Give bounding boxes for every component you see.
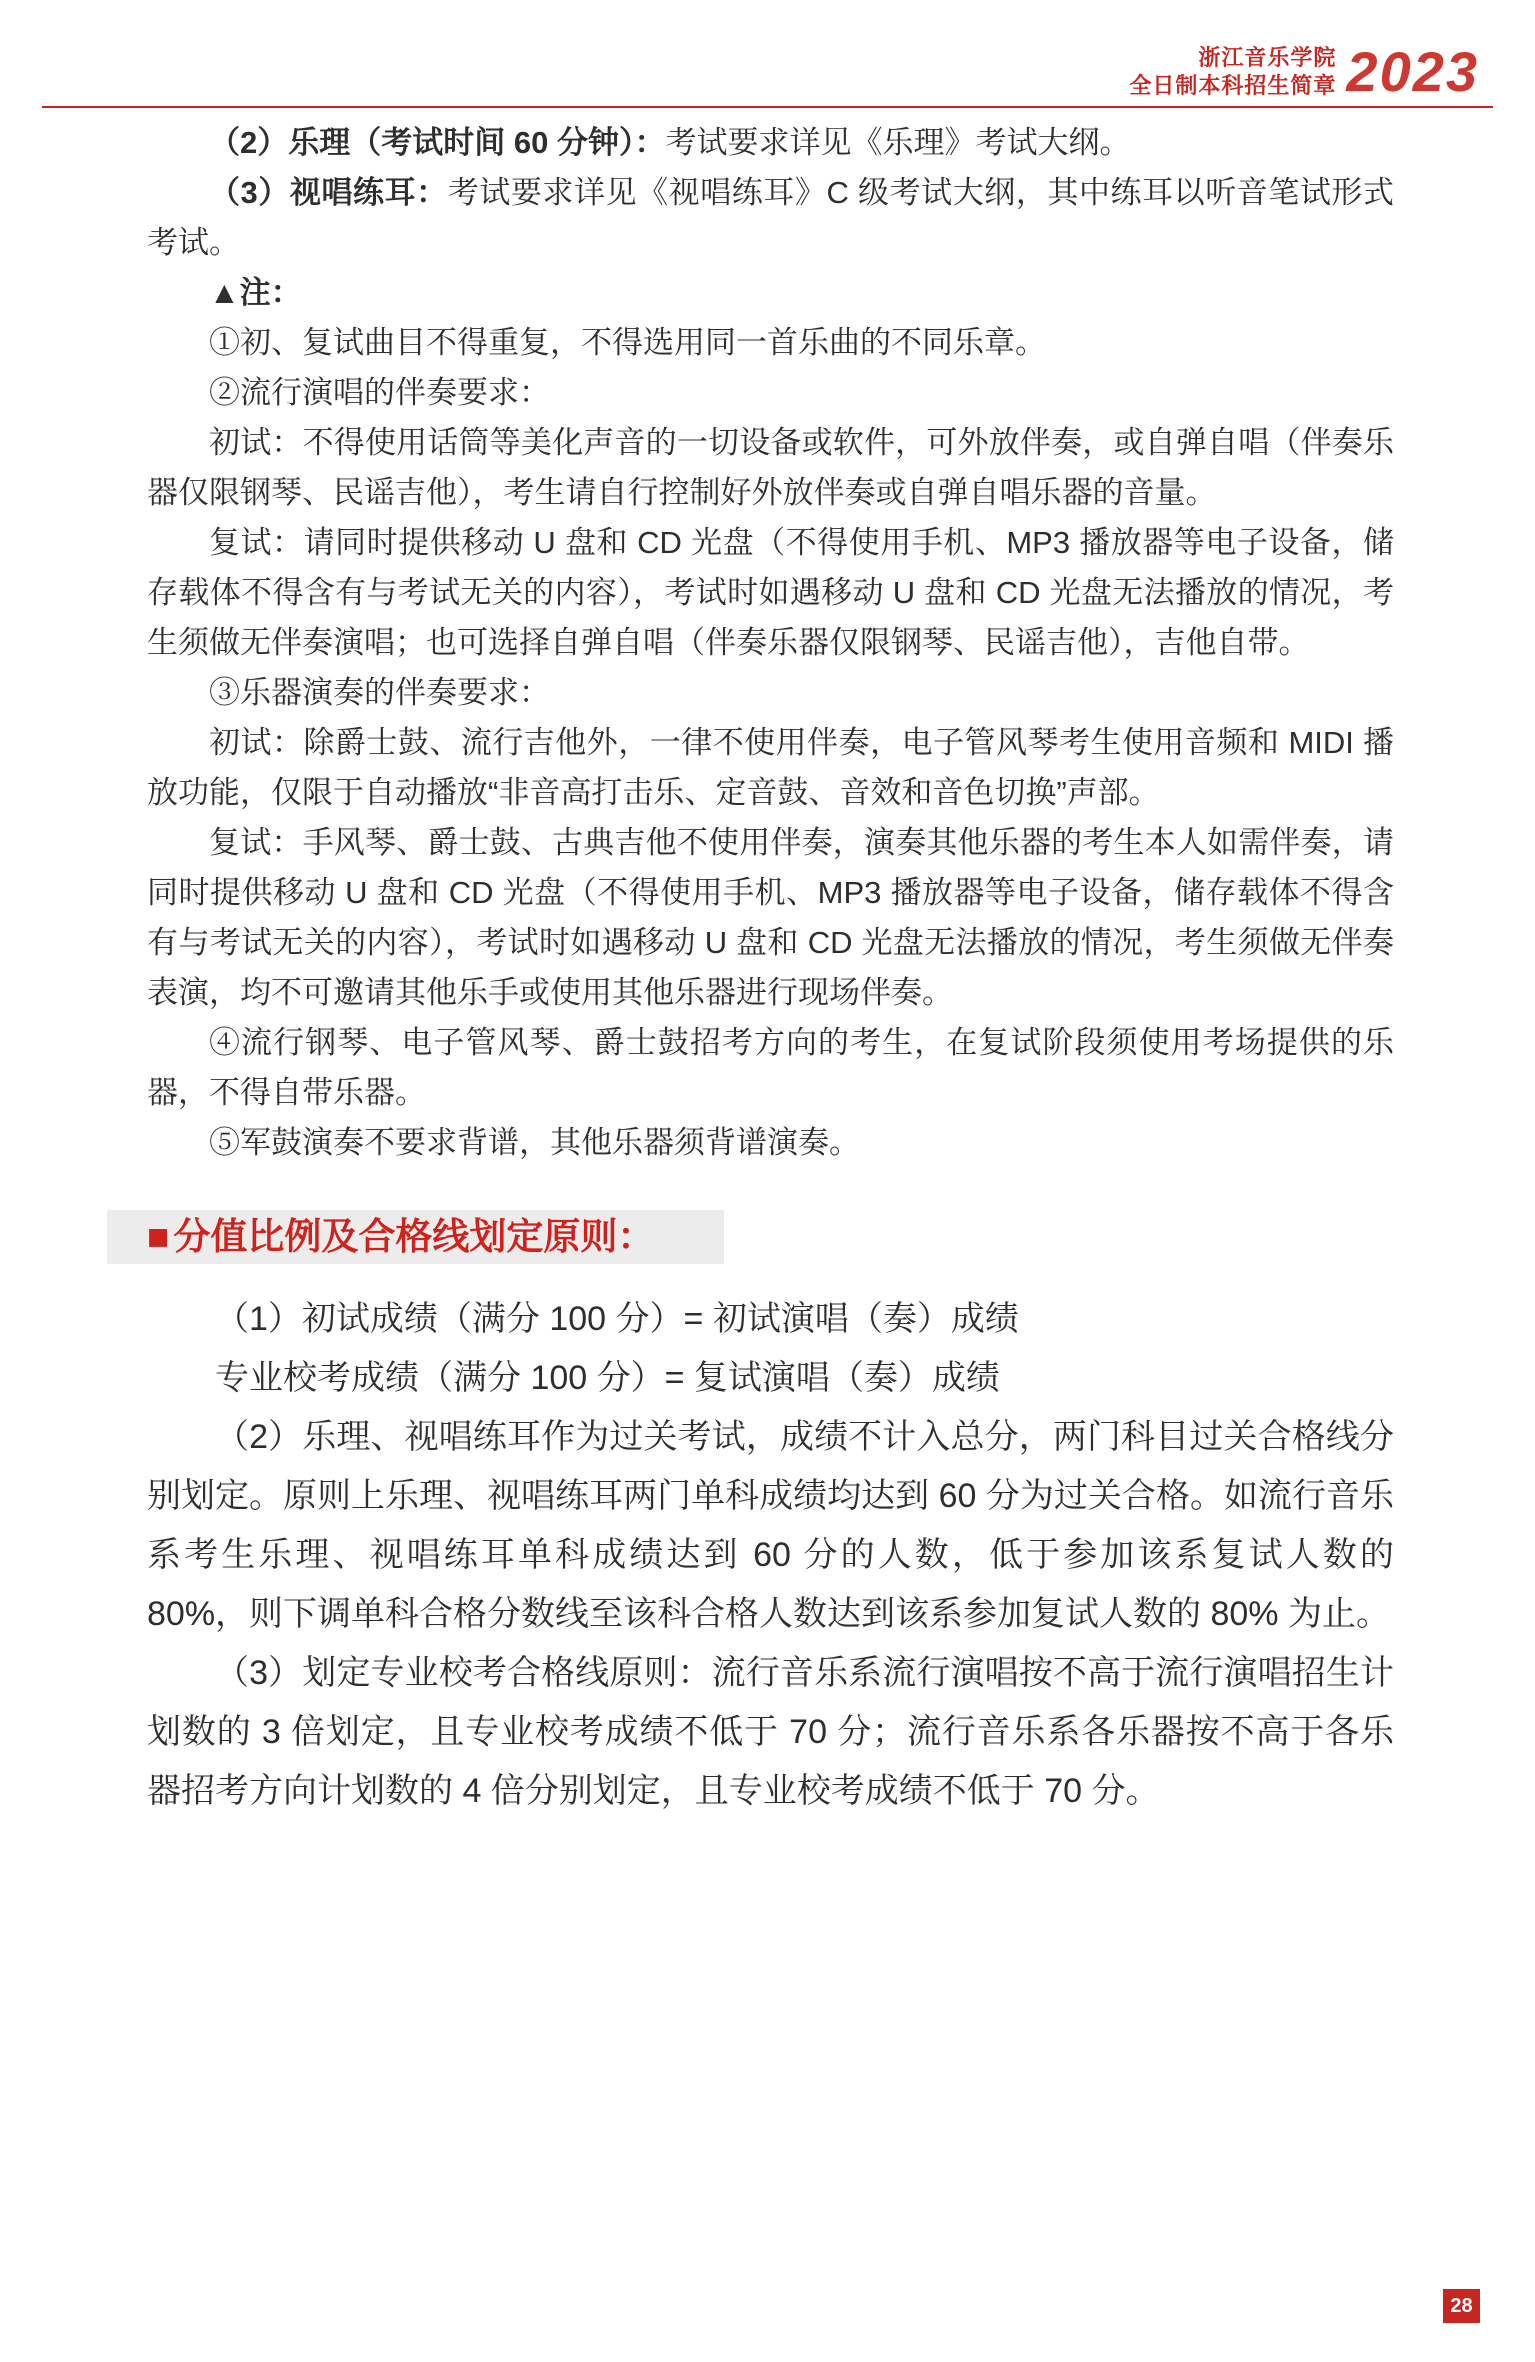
body-paragraph: 专业校考成绩（满分 100 分）= 复试演唱（奏）成绩 bbox=[215, 1359, 1000, 1397]
body-paragraph bbox=[147, 168, 1394, 268]
body-paragraph bbox=[147, 118, 1394, 168]
paragraph-text: 初试：不得使用话筒等美化声音的一切设备或软件，可外放伴奏，或自弹自唱（伴奏乐器仅限钢琴、民谣吉他），考生请自行控制好外放伴奏或自弹自唱乐器的音量。 bbox=[147, 425, 1394, 510]
body-paragraph: （3）划定专业校考合格线原则：流行音乐系流行演唱按不高于流行演唱招生计划数的 3 倍划定，且专业校考成绩不低于 70 分；流行音乐系各乐器按不高于各乐器招考方向计划数的 4 倍分别划定，且专业校考成绩不低于 70 分。 bbox=[147, 1654, 1394, 1810]
paragraph-text: 复试：手风琴、爵士鼓、古典吉他不使用伴奏，演奏其他乐器的考生本人如需伴奏，请同时提供移动 U 盘和 CD 光盘（不得使用手机、MP3 播放器等电子设备，储存载体不得含有与考试无关的内容），考试时如遇移动 U 盘和 CD 光盘无法播放的情况，考生须做无伴奏表演，均不可邀请其他乐手或使用其他乐器进行现场伴奏。 bbox=[147, 825, 1394, 1010]
paragraph-text: ④流行钢琴、电子管风琴、爵士鼓招考方向的考生，在复试阶段须使用考场提供的乐器，不得自带乐器。 bbox=[147, 1025, 1394, 1110]
paragraph-text: 考试要求详见《视唱练耳》C 级考试大纲，其中练耳以听音笔试形式考试。 bbox=[147, 175, 1394, 260]
masthead-text bbox=[1129, 44, 1336, 100]
body-paragraph bbox=[147, 1118, 1394, 1168]
exam-notes-section bbox=[147, 118, 1394, 1168]
square-bullet-icon: ■ bbox=[147, 1216, 170, 1257]
paragraph-text: 复试：请同时提供移动 U 盘和 CD 光盘（不得使用手机、MP3 播放器等电子设备，储存载体不得含有与考试无关的内容），考试时如遇移动 U 盘和 CD 光盘无法播放的情况，考生须做无伴奏演唱；也可选择自弹自唱（伴奏乐器仅限钢琴、民谣吉他），吉他自带。 bbox=[147, 525, 1394, 660]
body-paragraph bbox=[147, 668, 1394, 718]
body-paragraph bbox=[147, 318, 1394, 368]
paragraph-lead: ▲注： bbox=[209, 275, 302, 310]
section-heading bbox=[107, 1210, 724, 1264]
header-rule bbox=[42, 106, 1493, 108]
body-paragraph bbox=[147, 268, 1394, 318]
paragraph-text: ①初、复试曲目不得重复，不得选用同一首乐曲的不同乐章。 bbox=[209, 325, 1046, 360]
paragraph-text: ③乐器演奏的伴奏要求： bbox=[209, 675, 550, 710]
paragraph-text: 考试要求详见《乐理》考试大纲。 bbox=[665, 125, 1131, 160]
brochure-title: 全日制本科招生简章 bbox=[1129, 73, 1337, 98]
paragraph-text: 初试：除爵士鼓、流行吉他外，一律不使用伴奏，电子管风琴考生使用音频和 MIDI 播放功能，仅限于自动播放“非音高打击乐、定音鼓、音效和音色切换”声部。 bbox=[147, 725, 1394, 810]
body-paragraph bbox=[147, 418, 1394, 518]
paragraph-text: ⑤军鼓演奏不要求背谱，其他乐器须背谱演奏。 bbox=[209, 1125, 860, 1160]
section-heading-label: 分值比例及合格线划定原则： bbox=[173, 1216, 655, 1257]
paragraph-lead: （3）视唱练耳： bbox=[209, 175, 448, 210]
body-paragraph bbox=[147, 718, 1394, 818]
paragraph-text: ②流行演唱的伴奏要求： bbox=[209, 375, 550, 410]
body-paragraph bbox=[147, 518, 1394, 668]
year-badge: 2023 bbox=[1346, 40, 1479, 103]
page-number-badge: 28 bbox=[1443, 2289, 1480, 2323]
body-paragraph: （1）初试成绩（满分 100 分）= 初试演唱（奏）成绩 bbox=[215, 1300, 1019, 1338]
score-rules-section bbox=[147, 1290, 1394, 1821]
page-content bbox=[147, 118, 1394, 1821]
body-paragraph bbox=[147, 1018, 1394, 1118]
masthead bbox=[1129, 40, 1479, 103]
paragraph-lead: （2）乐理（考试时间 60 分钟）： bbox=[209, 125, 666, 160]
body-paragraph bbox=[147, 368, 1394, 418]
body-paragraph: （2）乐理、视唱练耳作为过关考试，成绩不计入总分，两门科目过关合格线分别划定。原则上乐理、视唱练耳两门单科成绩均达到 60 分为过关合格。如流行音乐系考生乐理、视唱练耳单科成绩达到 60 分的人数，低于参加该系复试人数的 80%，则下调单科合格分数线至该科合格人数达到该系参加复试人数的 80% 为止。 bbox=[147, 1418, 1394, 1633]
body-paragraph bbox=[147, 818, 1394, 1018]
school-name: 浙江音乐学院 bbox=[1198, 45, 1337, 70]
